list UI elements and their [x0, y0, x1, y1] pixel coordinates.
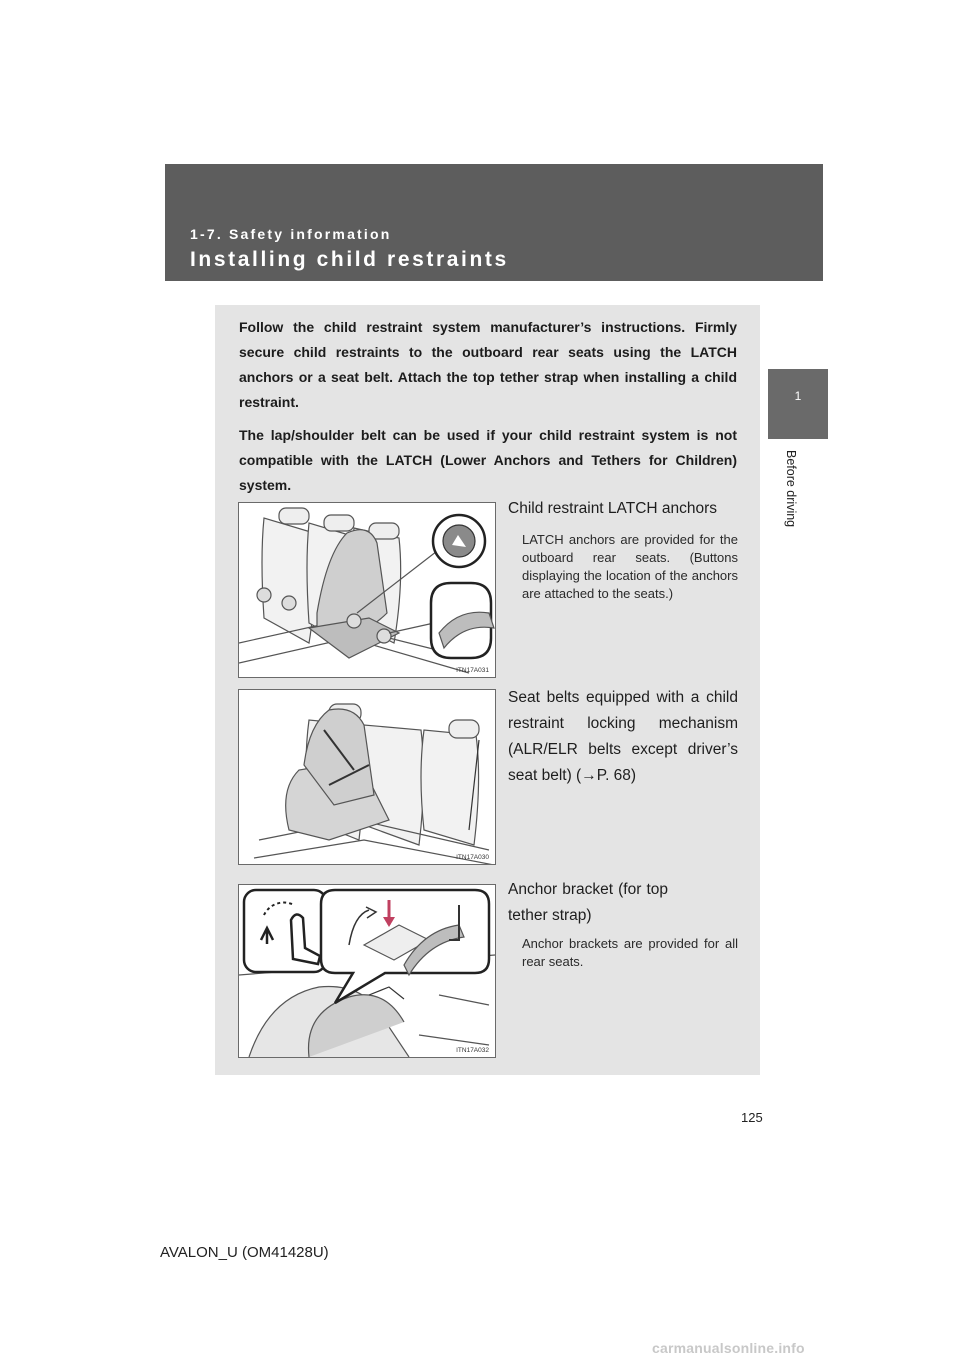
item-2-caption: Seat belts equipped with a child restraint locking mechanism (ALR/ELR belts except driver’s seat belt) (→P. 68)	[508, 689, 738, 784]
figure-seat-belts	[238, 689, 496, 865]
header-band	[165, 164, 823, 281]
footer-model: AVALON_U (OM41428U)	[160, 1244, 329, 1261]
intro-text	[239, 315, 737, 506]
intro-paragraph-2: The lap/shoulder belt can be used if your child restraint system is not compatible with the LATCH (Lower Anchors and Tethers for Children) system.	[239, 427, 737, 493]
page-title: Installing child restraints	[190, 248, 509, 271]
figure-code: ITN17A030	[456, 854, 489, 861]
seat-belts-illustration	[239, 690, 495, 864]
intro-paragraph-1: Follow the child restraint system manufacturer’s instructions. Firmly secure child restraints to the outboard rear seats using the LATCH anchors or a seat belt. Attach the top tether strap when installing a child restraint.	[239, 319, 737, 410]
watermark: carmanualsonline.info	[652, 1340, 805, 1356]
figure-anchor-bracket	[238, 884, 496, 1058]
item-3-caption: Anchor bracket (for top tether strap)	[508, 881, 668, 924]
item-1-caption: Child restraint LATCH anchors	[508, 500, 718, 517]
chapter-tab[interactable]	[768, 369, 828, 439]
latch-anchors-illustration	[239, 503, 495, 677]
section-label: 1-7. Safety information	[190, 226, 392, 242]
chapter-number: 1	[794, 389, 802, 403]
figure-code: ITN17A032	[456, 1047, 489, 1054]
chapter-label: Before driving	[784, 450, 798, 528]
figure-code: ITN17A031	[456, 667, 489, 674]
anchor-bracket-illustration	[239, 885, 495, 1057]
item-3-description: Anchor brackets are provided for all rear seats.	[522, 936, 738, 969]
content-box	[215, 305, 760, 1075]
figure-latch-anchors	[238, 502, 496, 678]
page-number: 125	[741, 1110, 763, 1125]
item-1-description: LATCH anchors are provided for the outboard rear seats. (Buttons displaying the location of the anchors are attached to the seats.)	[522, 532, 738, 601]
